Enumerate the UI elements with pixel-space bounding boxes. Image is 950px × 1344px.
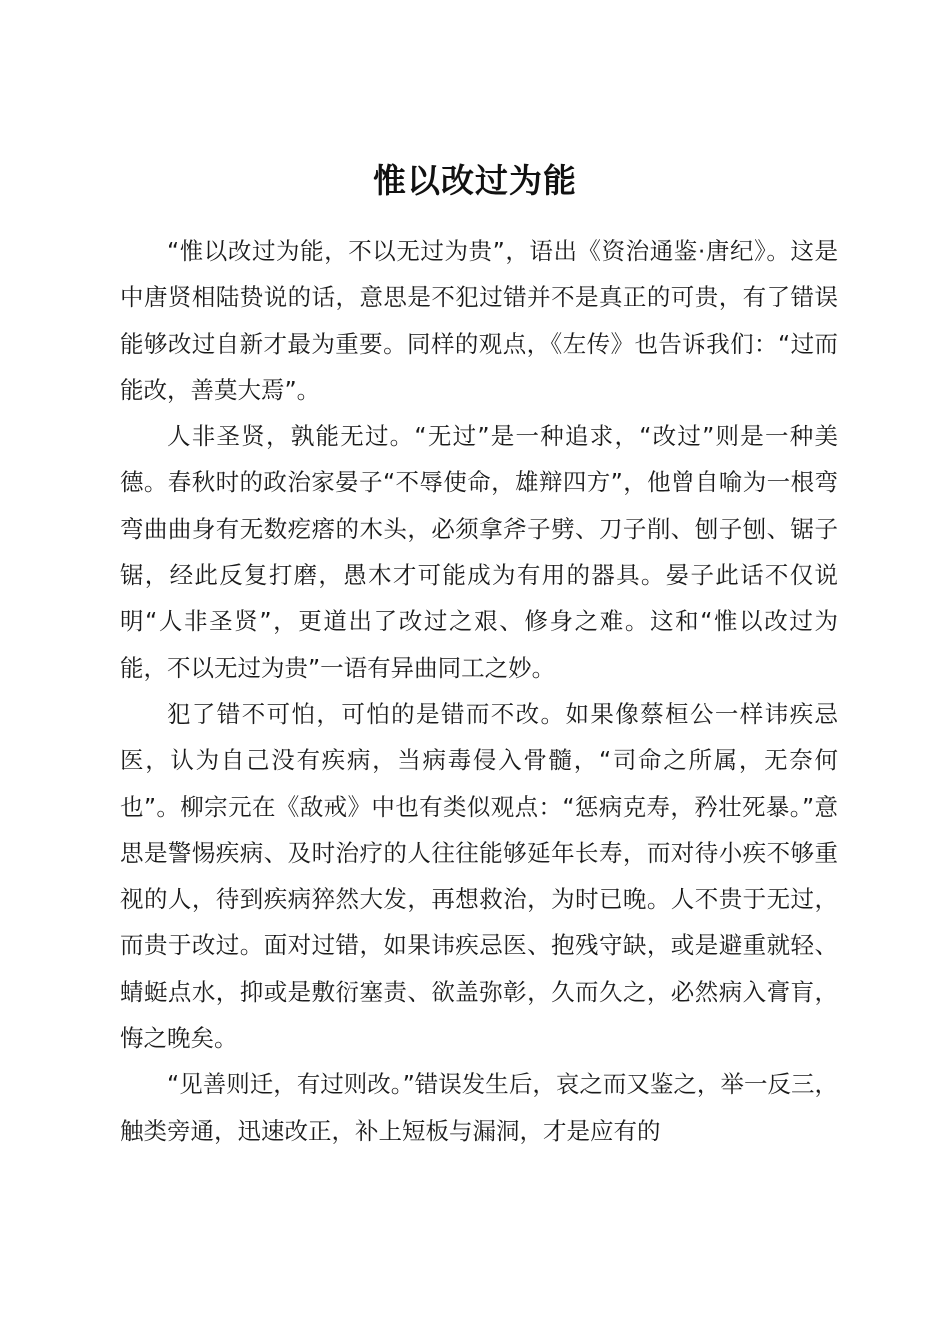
document-body [120,228,838,1154]
paragraph: “惟以改过为能，不以无过为贵”，语出《资治通鉴·唐纪》。这是中唐贤相陆贽说的话，意思是不犯过错并不是真正的可贵，有了错误能够改过自新才最为重要。同样的观点，《左传》也告诉我们：“过而能改，善莫大焉”。 [120,237,838,404]
document-title: 惟以改过为能 [373,161,577,201]
paragraph: 犯了错不可怕，可怕的是错而不改。如果像蔡桓公一样讳疾忌医，认为自己没有疾病，当病毒侵入骨髓，“司命之所属，无奈何也”。柳宗元在《敌戒》中也有类似观点：“惩病克寿，矜壮死暴。”意思是警惕疾病、及时治疗的人往往能够延年长寿，而对待小疾不够重视的人，待到疾病猝然大发，再想救治，为时已晚。人不贵于无过，而贵于改过。面对过错，如果讳疾忌医、抱残守缺，或是避重就轻、蜻蜓点水，抑或是敷衍塞责、欲盖弥彰，久而久之，必然病入膏肓，悔之晚矣。 [120,699,838,1053]
paragraph: 人非圣贤，孰能无过。“无过”是一种追求，“改过”则是一种美德。春秋时的政治家晏子“不辱使命，雄辩四方”，他曾自喻为一根弯弯曲曲身有无数疙瘩的木头，必须拿斧子劈、刀子削、刨子刨、锯子锯，经此反复打磨，愚木才可能成为有用的器具。晏子此话不仅说明“人非圣贤”，更道出了改过之艰、修身之难。这和“惟以改过为能，不以无过为贵”一语有异曲同工之妙。 [120,422,838,682]
paragraph: “见善则迁，有过则改。”错误发生后，哀之而又鉴之，举一反三，触类旁通，迅速改正，补上短板与漏洞，才是应有的 [120,1070,838,1145]
